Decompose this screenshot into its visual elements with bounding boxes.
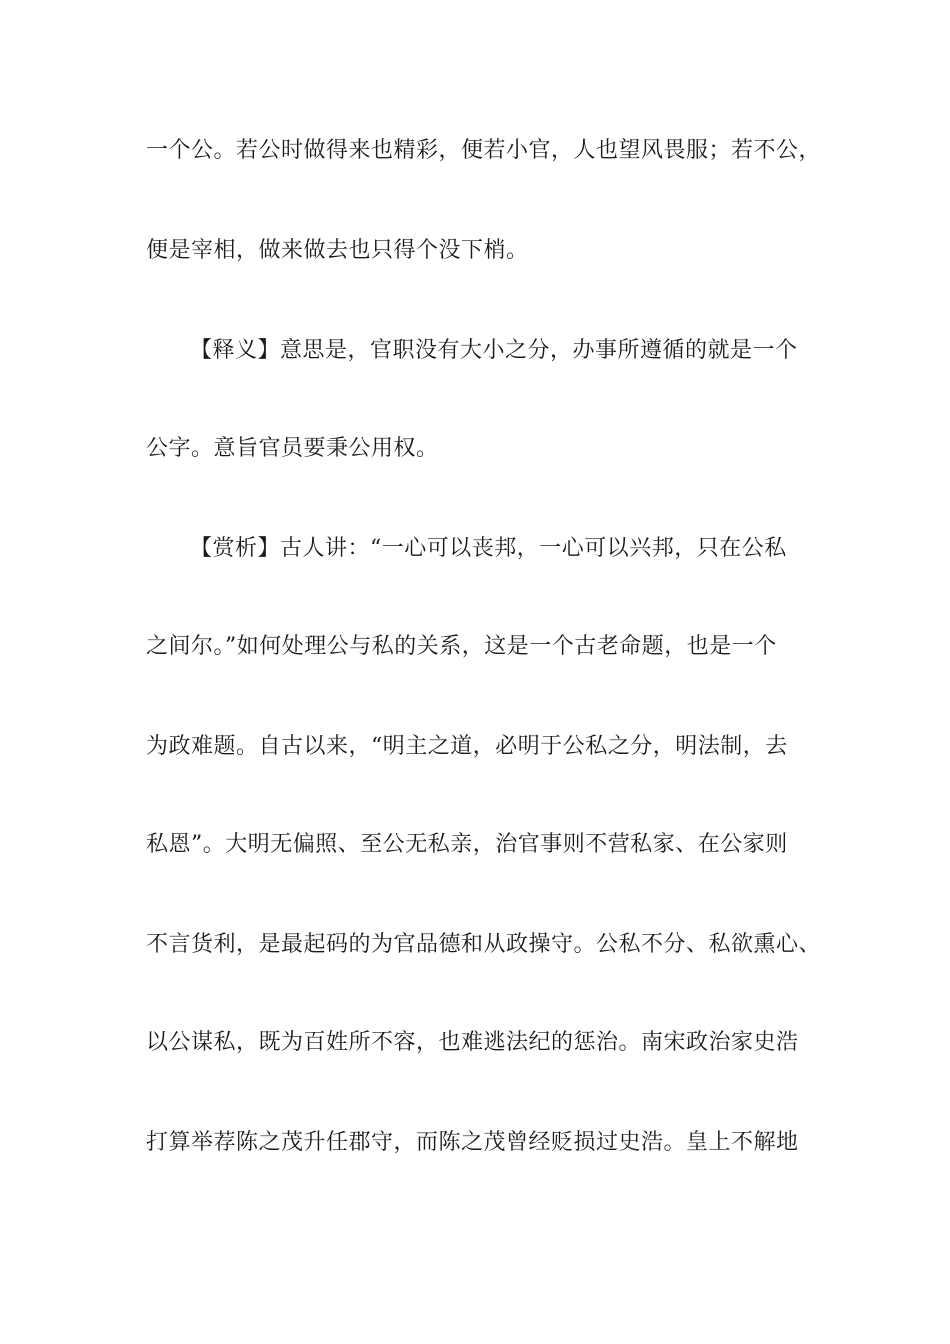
- text-line: 便是宰相，做来做去也只得个没下梢。: [146, 238, 529, 263]
- text-line: 之间尔。”如何处理公与私的关系，这是一个古老命题，也是一个: [146, 634, 777, 659]
- text-line: 公字。意旨官员要秉公用权。: [146, 436, 439, 461]
- text-line: 不言货利，是最起码的为官品德和从政操守。公私不分、私欲熏心、: [146, 932, 822, 957]
- text-line: 为政难题。自古以来，“明主之道，必明于公私之分，明法制，去: [146, 734, 788, 759]
- text-line: 以公谋私，既为百姓所不容，也难逃法纪的惩治。南宋政治家史浩: [146, 1030, 799, 1055]
- paragraph-line-shangxi: 【赏析】古人讲：“一心可以丧邦，一心可以兴邦，只在公私: [190, 536, 787, 561]
- text-line: 一个公。若公时做得来也精彩，便若小官，人也望风畏服；若不公，: [146, 138, 822, 163]
- text-line: 打算举荐陈之茂升任郡守，而陈之茂曾经贬损过史浩。皇上不解地: [146, 1130, 799, 1155]
- paragraph-line-shiyi: 【释义】意思是，官职没有大小之分，办事所遵循的就是一个: [190, 338, 798, 363]
- text-line: 私恩”。大明无偏照、至公无私亲，治官事则不营私家、在公家则: [146, 832, 788, 857]
